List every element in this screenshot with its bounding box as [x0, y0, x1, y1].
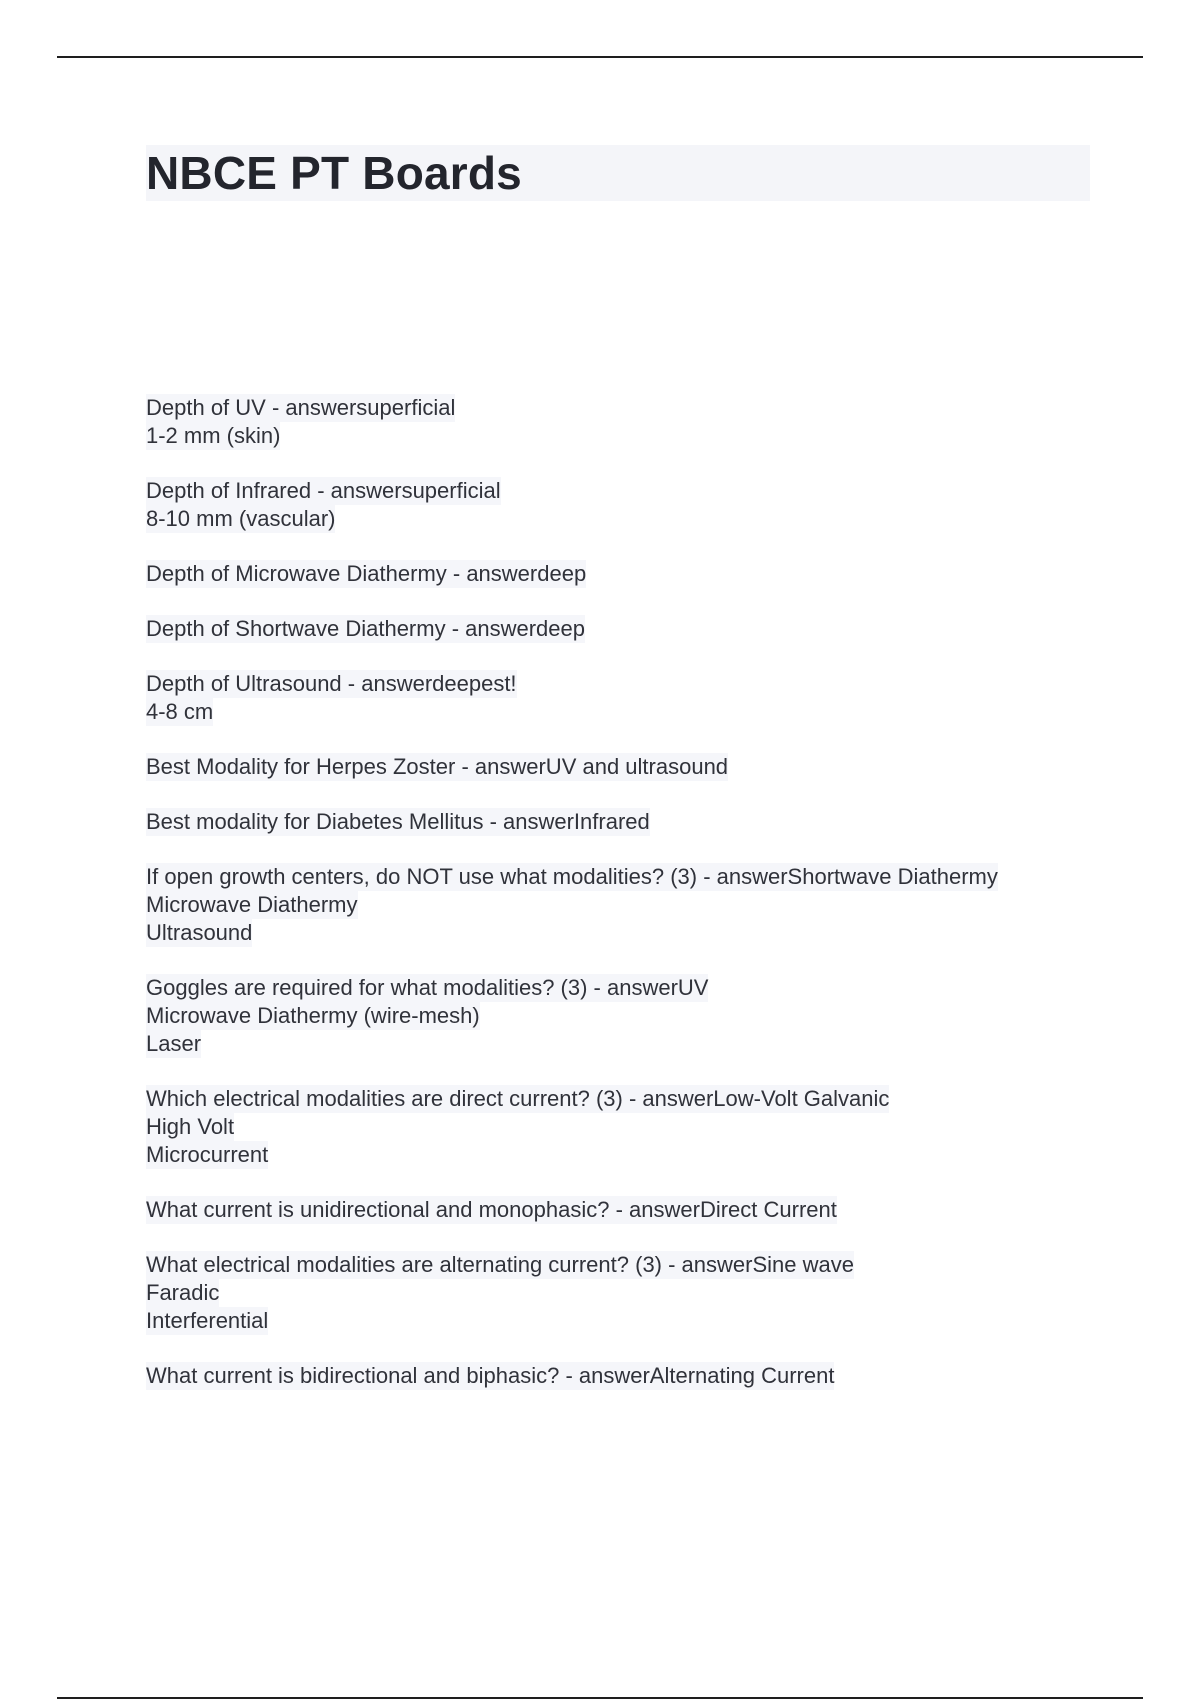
flashcard-entry — [146, 974, 1090, 1058]
flashcard-question: Depth of Shortwave Diathermy - answerdeep — [146, 616, 585, 641]
flashcard-answer-line: Microwave Diathermy — [146, 892, 358, 917]
flashcard-question: Depth of Microwave Diathermy - answerdeep — [146, 561, 587, 586]
flashcard-entry — [146, 1085, 1090, 1169]
flashcard-answer-line: Microcurrent — [146, 1142, 269, 1167]
flashcard-question: Best Modality for Herpes Zoster - answerUV and ultrasound — [146, 754, 729, 779]
flashcard-entry — [146, 863, 1090, 947]
bottom-divider — [57, 1697, 1143, 1699]
flashcard-question: What electrical modalities are alternating current? (3) - answerSine wave — [146, 1252, 854, 1277]
flashcard-entry — [146, 753, 1090, 781]
flashcard-question: What current is bidirectional and biphasic? - answerAlternating Current — [146, 1363, 835, 1388]
flashcard-entry — [146, 615, 1090, 643]
flashcard-answer-line: 4-8 cm — [146, 699, 214, 724]
flashcard-answer-line: Laser — [146, 1031, 202, 1056]
flashcard-answer-line: Ultrasound — [146, 920, 253, 945]
flashcard-answer-line: Interferential — [146, 1308, 269, 1333]
flashcard-question: Goggles are required for what modalities? (3) - answerUV — [146, 975, 709, 1000]
flashcard-question: Best modality for Diabetes Mellitus - answerInfrared — [146, 809, 650, 834]
flashcard-question: If open growth centers, do NOT use what modalities? (3) - answerShortwave Diathermy — [146, 864, 998, 889]
flashcard-answer-line: Faradic — [146, 1280, 220, 1305]
flashcard-question: Depth of UV - answersuperficial — [146, 395, 456, 420]
page-title: NBCE PT Boards — [146, 147, 522, 199]
flashcard-answer-line: 8-10 mm (vascular) — [146, 506, 336, 531]
flashcard-list — [146, 394, 1090, 1417]
flashcard-question: What current is unidirectional and monophasic? - answerDirect Current — [146, 1197, 837, 1222]
flashcard-entry — [146, 670, 1090, 726]
flashcard-question: Depth of Infrared - answersuperficial — [146, 478, 501, 503]
flashcard-entry — [146, 394, 1090, 450]
flashcard-answer-line: 1-2 mm (skin) — [146, 423, 281, 448]
flashcard-entry — [146, 1196, 1090, 1224]
flashcard-entry — [146, 1362, 1090, 1390]
flashcard-entry — [146, 808, 1090, 836]
top-divider — [57, 56, 1143, 58]
flashcard-question: Which electrical modalities are direct current? (3) - answerLow-Volt Galvanic — [146, 1086, 890, 1111]
flashcard-entry — [146, 477, 1090, 533]
flashcard-entry — [146, 560, 1090, 588]
flashcard-question: Depth of Ultrasound - answerdeepest! — [146, 671, 517, 696]
flashcard-answer-line: High Volt — [146, 1114, 235, 1139]
flashcard-entry — [146, 1251, 1090, 1335]
flashcard-answer-line: Microwave Diathermy (wire-mesh) — [146, 1003, 480, 1028]
